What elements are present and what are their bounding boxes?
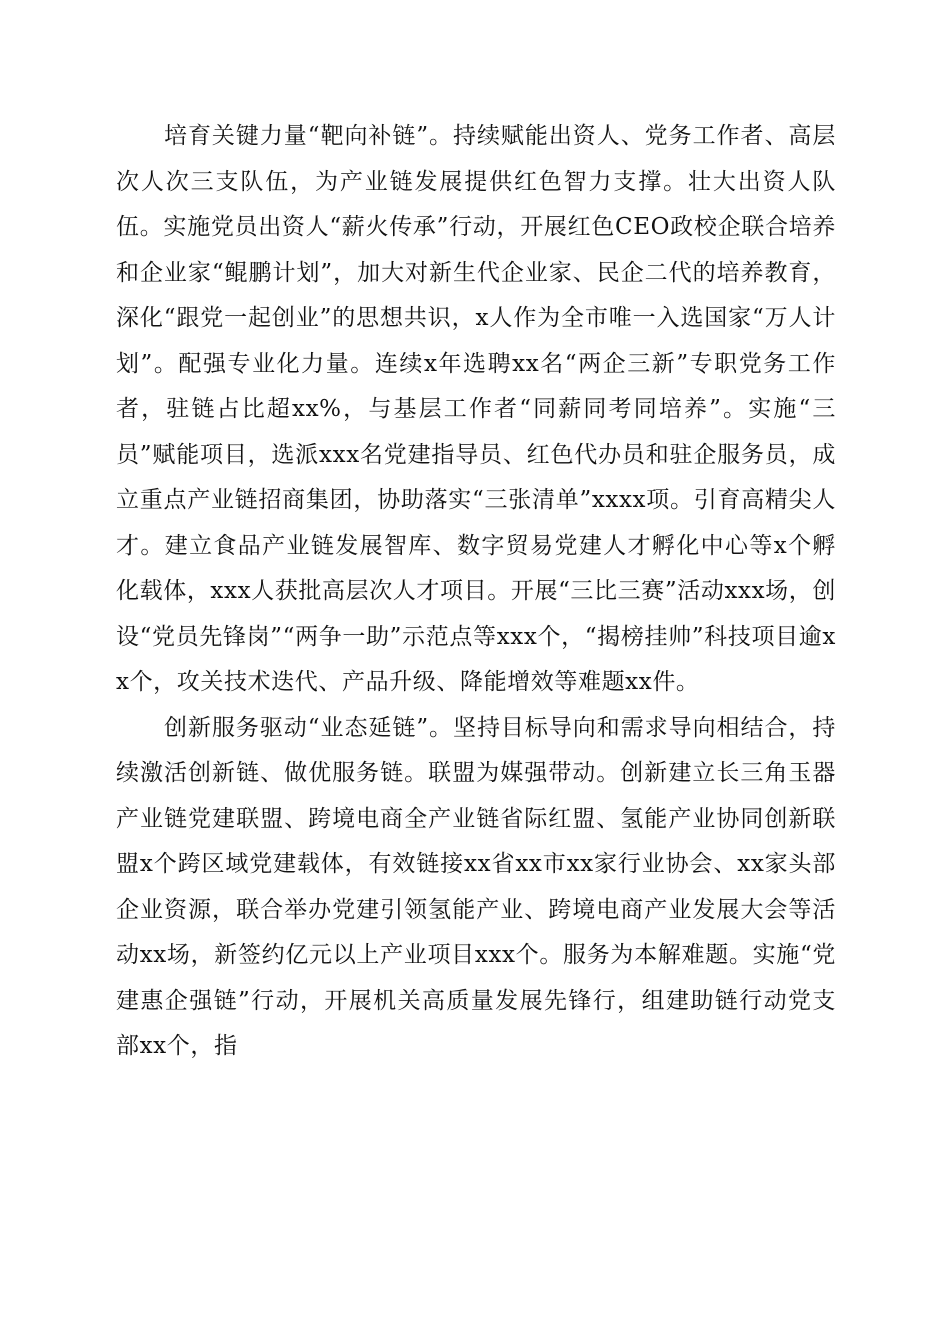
paragraph-service: 创新服务驱动“业态延链”。坚持目标导向和需求导向相结合，持续激活创新链、做优服务链。联盟为媒强带动。创新建立长三角玉器产业链党建联盟、跨境电商全产业链省际红盟、氢能产业协同创新联盟x个跨区域党建载体，有效链接xx省xx市xx家行业协会、xx家头部企业资源，联合举办党建引领氢能产业、跨境电商产业发展大会等活动xx场，新签约亿元以上产业项目xxx个。服务为本解难题。实施“党建惠企强链”行动，开展机关高质量发展先锋行，组建助链行动党支部xx个，指: [116, 714, 836, 1059]
document-page: [116, 114, 836, 1314]
paragraph-talent: 培育关键力量“靶向补链”。持续赋能出资人、党务工作者、高层次人次三支队伍，为产业链发展提供红色智力支撑。壮大出资人队伍。实施党员出资人“薪火传承”行动，开展红色CEO政校企联合培养和企业家“鲲鹏计划”，加大对新生代企业家、民企二代的培养教育，深化“跟党一起创业”的思想共识，x人作为全市唯一入选国家“万人计划”。配强专业化力量。连续x年选聘xx名“两企三新”专职党务工作者，驻链占比超xx%，与基层工作者“同薪同考同培养”。实施“三员”赋能项目，选派xxx名党建指导员、红色代办员和驻企服务员，成立重点产业链招商集团，协助落实“三张清单”xxxx项。引育高精尖人才。建立食品产业链发展智库、数字贸易党建人才孵化中心等x个孵化载体，xxx人获批高层次人才项目。开展“三比三赛”活动xxx场，创设“党员先锋岗”“两争一助”示范点等xxx个，“揭榜挂帅”科技项目逾xx个，攻关技术迭代、产品升级、降能增效等难题xx件。: [116, 123, 836, 695]
